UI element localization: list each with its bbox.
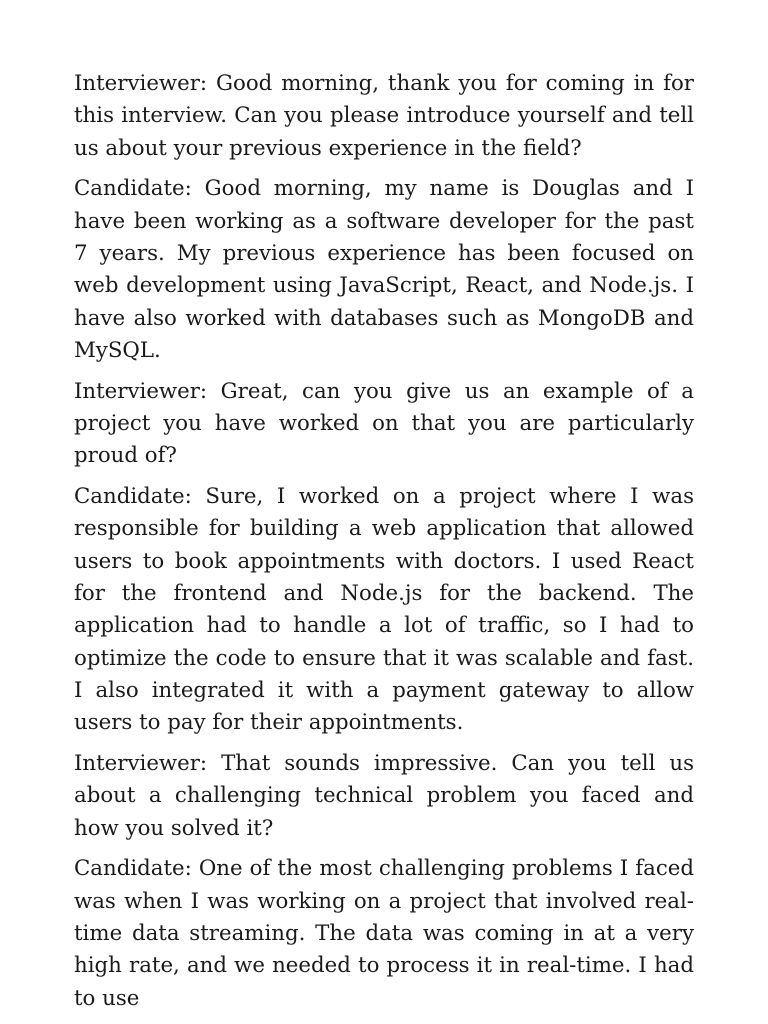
paragraph-interviewer: Interviewer: Great, can you give us an example of a project you have worked on that you are particularly proud of? xyxy=(74,378,694,469)
paragraph-interviewer: Interviewer: That sounds impressive. Can you tell us about a challenging technical problem you faced and how you solved it? xyxy=(74,750,694,841)
paragraph-interviewer: Interviewer: Good morning, thank you for coming in for this interview. Can you please introduce yourself and tell us about your previous experience in the field? xyxy=(74,71,694,161)
paragraph-candidate: Candidate: Good morning, my name is Douglas and I have been working as a software developer for the past 7 years. My previous experience has been focused on web development using JavaScript, React, and Node.js. I have also worked with databases such as MongoDB and MySQL. xyxy=(74,176,694,363)
paragraph-candidate: Candidate: One of the most challenging problems I faced was when I was working on a project that involved realtime data streaming. The data was coming in at a very high rate, and we needed to process it in real-time. I had to use xyxy=(74,856,694,1011)
document-page xyxy=(74,68,694,1023)
paragraph-candidate: Candidate: Sure, I worked on a project where I was responsible for building a web application that allowed users to book appointments with doctors. I used React for the frontend and Node.js for the backend. The application had to handle a lot of traffic, so I had to optimize the code to ensure that it was scalable and fast. I also integrated it with a payment gateway to allow users to pay for their appointments. xyxy=(74,484,694,736)
